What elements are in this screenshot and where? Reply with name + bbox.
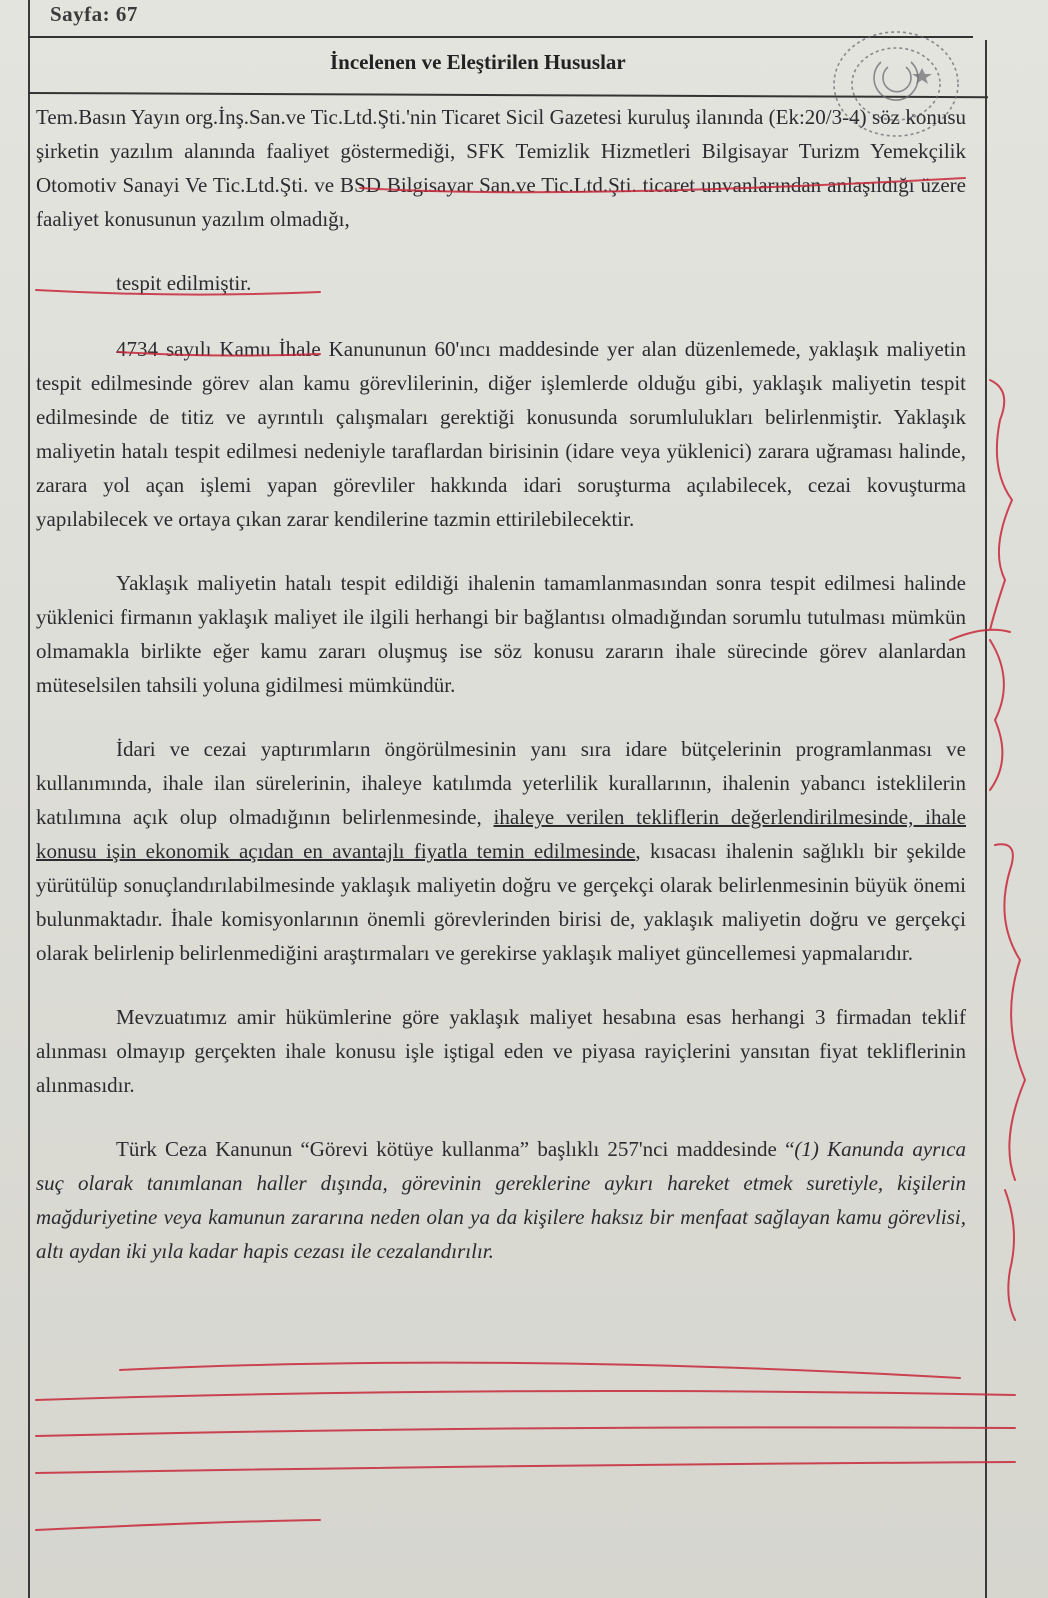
underlined-text: ihaleye verilen tekliflerin değerlendirilmesinde, ihale konusu işin ekonomik açıdan en avantajlı fiyatla temin edilmesinde	[36, 805, 966, 863]
quoted-article: (1) Kanunda ayrıca suç olarak tanımlanan haller dışında, görevinin gereklerine aykırı hareket etmek suretiyle, kişilerin mağduriyetine veya kamunun zararına neden olan ya da kişilere haksız bir menfaat sağlayan kamu görevlisi, altı aydan iki yıla kadar hapis cezası ile cezalandırılır.	[36, 1137, 966, 1263]
page-title: İncelenen ve Eleştirilen Hususlar	[330, 50, 626, 74]
paragraph-conclusion: tespit edilmiştir.	[116, 271, 252, 295]
text-segment: Türk Ceza Kanunun “Görevi kötüye kullanma” başlıklı 257'nci maddesinde “	[116, 1137, 795, 1161]
paragraph-company-findings: Tem.Basın Yayın org.İnş.San.ve Tic.Ltd.Şti.'nin Ticaret Sicil Gazetesi kuruluş ilanında (Ek:20/3-4) söz konusu şirketin yazılım alanında faaliyet göstermediği, SFK Temizlik Hizmetleri Bilgisayar Turizm Yemekçilik Otomotiv Sanayi Ve Tic.Ltd.Şti. ve BSD Bilgisayar San.ve Tic.Ltd.Şti. ticaret unvanlarından anlaşıldığı üzere faaliyet konusunun yazılım olmadığı,	[36, 105, 966, 231]
page-frame-right	[985, 40, 987, 1598]
document-body	[36, 100, 966, 1298]
paragraph-law-4734: 4734 sayılı Kamu İhale Kanununun 60'ıncı maddesinde yer alan düzenlemede, yaklaşık maliyetin tespit edilmesinde görev alan kamu görevlilerinin, diğer işlemlerde olduğu gibi, yaklaşık maliyetin tespit edilmesinde de titiz ve ayrıntılı çalışmaları gerektiği konusunda sorumlulukları belirlenmiştir. Yaklaşık maliyetin hatalı tespit edilmesi nedeniyle taraflardan birisinin (idare veya yüklenici) zarara uğraması halinde, zarara yol açan işlemi yapan görevliler hakkında idari soruşturma açılabilecek, cezai kovuşturma yapılabilecek ve ortaya çıkan zarar kendilerine tazmin ettirilebilecektir.	[36, 337, 966, 531]
page-frame-left	[28, 0, 30, 1598]
text-segment: , kısacası ihalenin sağlıklı bir şekilde yürütülüp sonuçlandırılabilmesinde yaklaşık maliyetin doğru ve gerçekçi olarak belirlenmesinin büyük önemi bulunmaktadır. İhale komisyonlarının önemli görevlerinden birisi de, yaklaşık maliyetin doğru ve gerçekçi olarak belirlenip belirlenmediğini araştırmaları ve gerekirse yaklaşık maliyet güncellemesi yapmalarıdır.	[36, 839, 967, 965]
paragraph-contractor-liability: Yaklaşık maliyetin hatalı tespit edildiği ihalenin tamamlanmasından sonra tespit edilmesi halinde yüklenici firmanın yaklaşık maliyet ile ilgili herhangi bir bağlantısı olmadığından sorumlu tutulması mümkün olmamakla birlikte eğer kamu zararı oluşmuş ise söz konusu zararın ihale sürecinde görev alanlardan müteselsilen tahsili yoluna gidilmesi mümkündür.	[36, 571, 966, 697]
paragraph-legislation: Mevzuatımız amir hükümlerine göre yaklaşık maliyet hesabına esas herhangi 3 firmadan teklif alınması olmayıp gerçekten ihale konusu işle iştigal eden ve piyasa rayiçlerini yansıtan fiyat tekliflerinin alınmasıdır.	[36, 1005, 966, 1097]
paragraph-penal-code	[36, 1132, 966, 1268]
text-segment: İdari ve cezai yaptırımların öngörülmesinin yanı sıra idare bütçelerinin programlanması ve kullanımında, ihale ilan sürelerinin, ihaleye katılımda yeterlilik kurallarının, ihalenin yabancı isteklilerin katılımına açık olup olmadığının belirlenmesinde,	[36, 737, 966, 829]
paragraph-cost-importance	[36, 732, 966, 970]
page-number: Sayfa: 67	[50, 2, 138, 26]
